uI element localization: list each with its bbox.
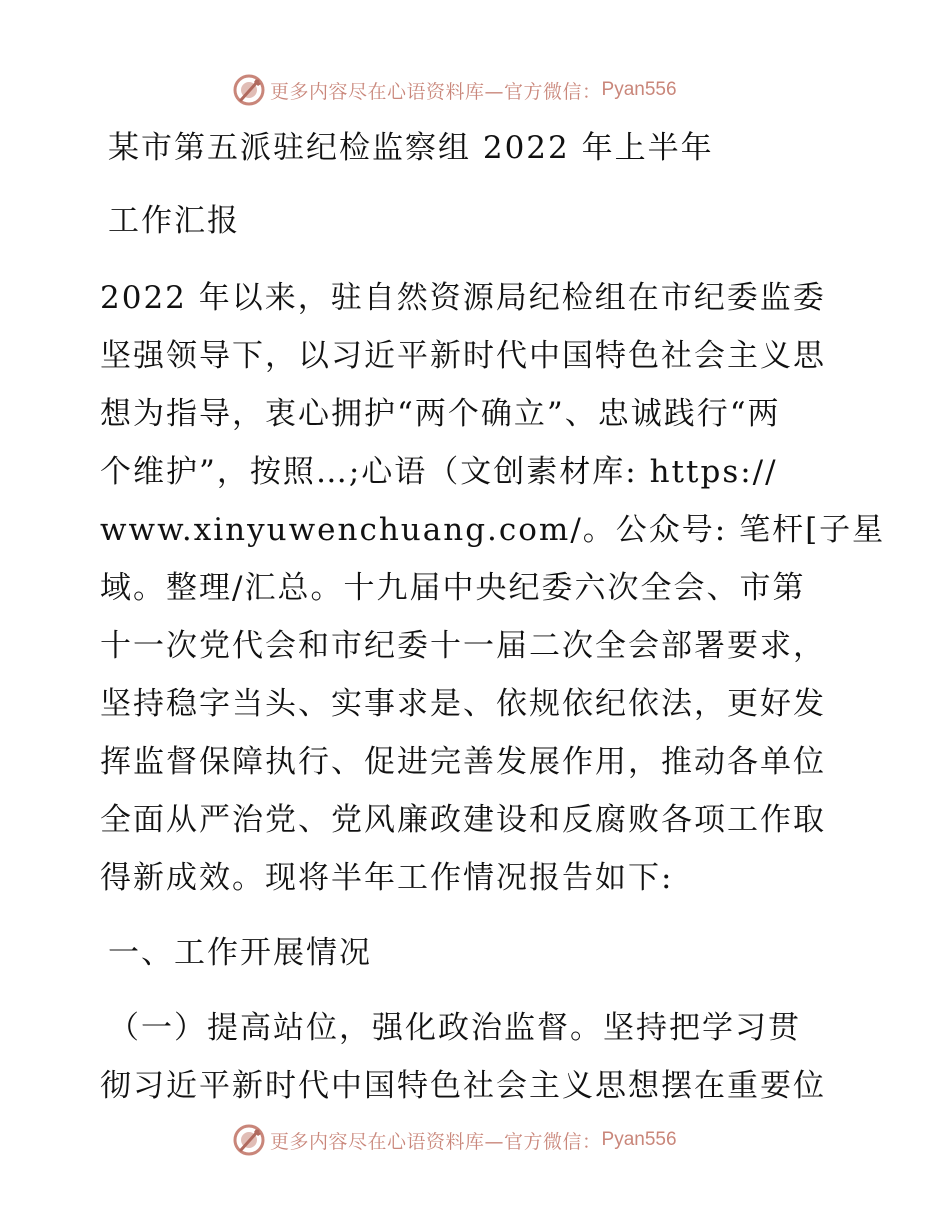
paragraph-line: 全面从严治党、党风廉政建设和反腐败各项工作取 [100,802,826,838]
watermark-header [232,73,712,107]
paragraph-line: 想为指导，衷心拥护“两个确立”、忠诚践行“两 [100,396,781,432]
paragraph-line: 2022 年以来，驻自然资源局纪检组在市纪委监委 [100,280,826,316]
watermark-text: 更多内容尽在心语资料库—官方微信： [270,80,602,103]
watermark-handle: Pyan556 [601,1129,677,1150]
paragraph-line: 坚强领导下，以习近平新时代中国特色社会主义思 [100,338,826,374]
paragraph-line: 坚持稳字当头、实事求是、依规依纪依法，更好发 [100,686,826,722]
paragraph-line: 域。整理/汇总。十九届中央纪委六次全会、市第 [100,570,806,606]
paragraph-line: 得新成效。现将半年工作情况报告如下: [100,860,674,896]
watermark-text: 更多内容尽在心语资料库—官方微信： [270,1130,602,1153]
watermark-footer [232,1123,712,1157]
watermark-handle: Pyan556 [601,79,677,100]
section-heading: 一、工作开展情况 [108,935,372,971]
pen-logo-icon [232,1123,266,1157]
paragraph-line: 十一次党代会和市纪委十一届二次全会部署要求， [100,628,826,664]
paragraph-line: www.xinyuwenchuang.com/。公众号: 笔杆[子星 [100,512,886,548]
paragraph-line: 个维护”，按照…;心语（文创素材库: https:// [100,454,778,490]
document-title-line2: 工作汇报 [108,203,240,239]
paragraph-line: （一）提高站位，强化政治监督。坚持把学习贯 [108,1010,801,1046]
paragraph-line: 彻习近平新时代中国特色社会主义思想摆在重要位 [100,1068,826,1104]
pen-logo-icon [232,73,266,107]
paragraph-line: 挥监督保障执行、促进完善发展作用，推动各单位 [100,744,826,780]
document-title: 某市第五派驻纪检监察组 2022 年上半年 [108,130,714,166]
